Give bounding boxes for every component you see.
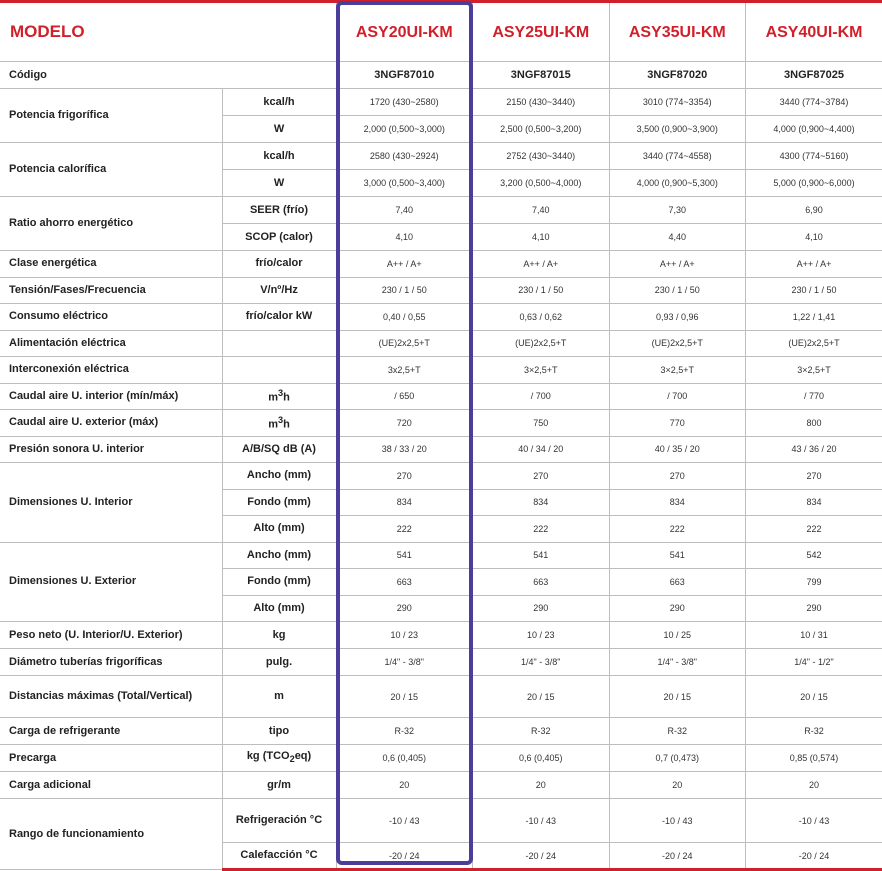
value-cell: R-32 xyxy=(609,718,746,745)
value-cell: 0,6 (0,405) xyxy=(336,745,473,772)
value-cell: 7,40 xyxy=(336,197,473,224)
value-cell: R-32 xyxy=(473,718,610,745)
code-cell: 3NGF87015 xyxy=(473,62,610,89)
value-cell: 222 xyxy=(609,516,746,543)
value-cell: 40 / 34 / 20 xyxy=(473,436,610,463)
unit-cell xyxy=(222,410,336,437)
value-cell: 290 xyxy=(473,595,610,622)
value-cell: 663 xyxy=(609,569,746,596)
code-cell: 3NGF87010 xyxy=(336,62,473,89)
unit-cell: kcal/h xyxy=(222,143,336,170)
value-cell: 7,40 xyxy=(473,197,610,224)
row-label: Clase energética xyxy=(0,251,222,278)
value-cell: 3,200 (0,500~4,000) xyxy=(473,170,610,197)
table-row xyxy=(0,304,882,331)
unit-cell: Alto (mm) xyxy=(222,595,336,622)
unit-cell: frío/calor xyxy=(222,251,336,278)
row-label: Tensión/Fases/Frecuencia xyxy=(0,277,222,304)
row-label: Precarga xyxy=(0,745,222,772)
table-row xyxy=(0,89,882,116)
value-cell: 38 / 33 / 20 xyxy=(336,436,473,463)
value-cell: 0,85 (0,574) xyxy=(746,745,882,772)
value-cell: / 700 xyxy=(473,383,610,410)
value-cell: 222 xyxy=(746,516,882,543)
value-cell: 230 / 1 / 50 xyxy=(473,277,610,304)
value-cell: 6,90 xyxy=(746,197,882,224)
table-row xyxy=(0,410,882,437)
value-cell: 222 xyxy=(336,516,473,543)
unit-cell: SEER (frío) xyxy=(222,197,336,224)
row-label: Presión sonora U. interior xyxy=(0,436,222,463)
value-cell: A++ / A+ xyxy=(746,251,882,278)
value-cell: 1/4" - 3/8" xyxy=(336,649,473,676)
value-cell: (UE)2x2,5+T xyxy=(609,330,746,357)
value-cell: 2,500 (0,500~3,200) xyxy=(473,116,610,143)
unit-cell xyxy=(222,383,336,410)
value-cell: 4,40 xyxy=(609,224,746,251)
value-cell: 10 / 31 xyxy=(746,622,882,649)
value-cell: 20 / 15 xyxy=(336,676,473,718)
value-cell: 3,500 (0,900~3,900) xyxy=(609,116,746,143)
model-name: ASY25UI-KM xyxy=(473,2,610,62)
row-label: Interconexión eléctrica xyxy=(0,357,222,384)
unit-tail: h xyxy=(283,392,290,405)
unit-subscript: 2 xyxy=(289,754,295,765)
unit-cell xyxy=(222,745,336,772)
unit-tail: h xyxy=(283,418,290,431)
table-row xyxy=(0,649,882,676)
unit-cell: tipo xyxy=(222,718,336,745)
value-cell: 230 / 1 / 50 xyxy=(609,277,746,304)
value-cell: 0,93 / 0,96 xyxy=(609,304,746,331)
unit-base: kg (TCO xyxy=(246,749,290,762)
unit-cell: SCOP (calor) xyxy=(222,224,336,251)
value-cell: 230 / 1 / 50 xyxy=(336,277,473,304)
value-cell: 222 xyxy=(473,516,610,543)
unit-cell: Refrigeración °C xyxy=(222,799,336,843)
header-row xyxy=(0,2,882,62)
unit-cell: V/nº/Hz xyxy=(222,277,336,304)
value-cell: A++ / A+ xyxy=(609,251,746,278)
value-cell: 1/4" - 3/8" xyxy=(609,649,746,676)
value-cell: 542 xyxy=(746,542,882,569)
value-cell: 20 / 15 xyxy=(746,676,882,718)
row-label: Rango de funcionamiento xyxy=(0,799,222,870)
row-label: Caudal aire U. interior (mín/máx) xyxy=(0,383,222,410)
table-row xyxy=(0,197,882,224)
value-cell: -10 / 43 xyxy=(746,799,882,843)
value-cell: 0,7 (0,473) xyxy=(609,745,746,772)
value-cell: 663 xyxy=(336,569,473,596)
model-name: ASY20UI-KM xyxy=(336,2,473,62)
value-cell: / 650 xyxy=(336,383,473,410)
value-cell: 290 xyxy=(336,595,473,622)
value-cell: 10 / 23 xyxy=(336,622,473,649)
value-cell: 270 xyxy=(473,463,610,490)
value-cell: 541 xyxy=(609,542,746,569)
value-cell: 541 xyxy=(336,542,473,569)
value-cell: 270 xyxy=(336,463,473,490)
value-cell: 3x2,5+T xyxy=(336,357,473,384)
value-cell: 20 xyxy=(336,772,473,799)
value-cell: 20 / 15 xyxy=(473,676,610,718)
table-row xyxy=(0,542,882,569)
row-label: Carga adicional xyxy=(0,772,222,799)
model-name: ASY35UI-KM xyxy=(609,2,746,62)
value-cell: 541 xyxy=(473,542,610,569)
value-cell: 4,10 xyxy=(473,224,610,251)
unit-cell: m xyxy=(222,676,336,718)
value-cell: 5,000 (0,900~6,000) xyxy=(746,170,882,197)
value-cell: -20 / 24 xyxy=(609,843,746,870)
value-cell: 4,10 xyxy=(336,224,473,251)
table-row xyxy=(0,676,882,718)
value-cell: -10 / 43 xyxy=(473,799,610,843)
value-cell: 10 / 25 xyxy=(609,622,746,649)
value-cell: (UE)2x2,5+T xyxy=(336,330,473,357)
value-cell: 799 xyxy=(746,569,882,596)
unit-cell: kg xyxy=(222,622,336,649)
value-cell: 230 / 1 / 50 xyxy=(746,277,882,304)
value-cell: A++ / A+ xyxy=(473,251,610,278)
value-cell: 43 / 36 / 20 xyxy=(746,436,882,463)
value-cell: 7,30 xyxy=(609,197,746,224)
unit-cell: A/B/SQ dB (A) xyxy=(222,436,336,463)
value-cell: -10 / 43 xyxy=(609,799,746,843)
table-row xyxy=(0,745,882,772)
value-cell: 834 xyxy=(609,489,746,516)
value-cell: -20 / 24 xyxy=(473,843,610,870)
unit-cell: Alto (mm) xyxy=(222,516,336,543)
value-cell: 4300 (774~5160) xyxy=(746,143,882,170)
row-label: Caudal aire U. exterior (máx) xyxy=(0,410,222,437)
value-cell: 270 xyxy=(746,463,882,490)
unit-cell: kcal/h xyxy=(222,89,336,116)
value-cell: 0,6 (0,405) xyxy=(473,745,610,772)
unit-tail: eq) xyxy=(294,749,312,762)
value-cell: -10 / 43 xyxy=(336,799,473,843)
value-cell: 770 xyxy=(609,410,746,437)
value-cell: 3440 (774~3784) xyxy=(746,89,882,116)
value-cell: 3440 (774~4558) xyxy=(609,143,746,170)
unit-cell: Fondo (mm) xyxy=(222,569,336,596)
unit-cell: Calefacción °C xyxy=(222,843,336,870)
value-cell: 1/4" - 1/2" xyxy=(746,649,882,676)
unit-cell: gr/m xyxy=(222,772,336,799)
value-cell: 270 xyxy=(609,463,746,490)
code-row xyxy=(0,62,882,89)
value-cell: 3010 (774~3354) xyxy=(609,89,746,116)
table-row xyxy=(0,277,882,304)
value-cell: 0,40 / 0,55 xyxy=(336,304,473,331)
row-label: Ratio ahorro energético xyxy=(0,197,222,251)
value-cell: 4,000 (0,900~4,400) xyxy=(746,116,882,143)
model-header-label: MODELO xyxy=(0,2,336,62)
value-cell: -20 / 24 xyxy=(336,843,473,870)
value-cell: (UE)2x2,5+T xyxy=(473,330,610,357)
value-cell: 3×2,5+T xyxy=(609,357,746,384)
value-cell: 834 xyxy=(473,489,610,516)
value-cell: 663 xyxy=(473,569,610,596)
unit-superscript: 3 xyxy=(277,414,284,425)
row-label: Potencia calorífica xyxy=(0,143,222,197)
value-cell: 1/4" - 3/8" xyxy=(473,649,610,676)
table-row xyxy=(0,622,882,649)
value-cell: 2752 (430~3440) xyxy=(473,143,610,170)
value-cell: 750 xyxy=(473,410,610,437)
table-row xyxy=(0,251,882,278)
value-cell: 2,000 (0,500~3,000) xyxy=(336,116,473,143)
unit-cell: Ancho (mm) xyxy=(222,463,336,490)
value-cell: 2150 (430~3440) xyxy=(473,89,610,116)
row-label: Diámetro tuberías frigoríficas xyxy=(0,649,222,676)
table-row xyxy=(0,330,882,357)
value-cell: R-32 xyxy=(746,718,882,745)
unit-base: m xyxy=(268,418,278,431)
unit-cell: frío/calor kW xyxy=(222,304,336,331)
value-cell: (UE)2x2,5+T xyxy=(746,330,882,357)
model-name: ASY40UI-KM xyxy=(746,2,882,62)
value-cell: 834 xyxy=(746,489,882,516)
table-row xyxy=(0,143,882,170)
value-cell: 0,63 / 0,62 xyxy=(473,304,610,331)
value-cell: 3×2,5+T xyxy=(473,357,610,384)
row-label: Carga de refrigerante xyxy=(0,718,222,745)
row-label: Peso neto (U. Interior/U. Exterior) xyxy=(0,622,222,649)
value-cell: 20 xyxy=(609,772,746,799)
value-cell: 10 / 23 xyxy=(473,622,610,649)
value-cell: 290 xyxy=(609,595,746,622)
table-row xyxy=(0,436,882,463)
row-label: Alimentación eléctrica xyxy=(0,330,222,357)
value-cell: 4,000 (0,900~5,300) xyxy=(609,170,746,197)
row-label: Dimensiones U. Exterior xyxy=(0,542,222,622)
table-row xyxy=(0,772,882,799)
table-row xyxy=(0,383,882,410)
row-label: Consumo eléctrico xyxy=(0,304,222,331)
value-cell: 800 xyxy=(746,410,882,437)
unit-cell: W xyxy=(222,116,336,143)
value-cell: 1,22 / 1,41 xyxy=(746,304,882,331)
row-label: Dimensiones U. Interior xyxy=(0,463,222,543)
table-row xyxy=(0,718,882,745)
value-cell: / 700 xyxy=(609,383,746,410)
value-cell: 720 xyxy=(336,410,473,437)
unit-cell: Ancho (mm) xyxy=(222,542,336,569)
row-label: Distancias máximas (Total/Vertical) xyxy=(0,676,222,718)
value-cell: 20 / 15 xyxy=(609,676,746,718)
value-cell: 3,000 (0,500~3,400) xyxy=(336,170,473,197)
row-label: Potencia frigorífica xyxy=(0,89,222,143)
table-row xyxy=(0,799,882,843)
value-cell: / 770 xyxy=(746,383,882,410)
code-cell: 3NGF87025 xyxy=(746,62,882,89)
code-cell: 3NGF87020 xyxy=(609,62,746,89)
row-label: Código xyxy=(0,62,336,89)
unit-cell: Fondo (mm) xyxy=(222,489,336,516)
unit-base: m xyxy=(268,392,278,405)
unit-cell xyxy=(222,330,336,357)
value-cell: 40 / 35 / 20 xyxy=(609,436,746,463)
value-cell: 3×2,5+T xyxy=(746,357,882,384)
value-cell: 834 xyxy=(336,489,473,516)
value-cell: 2580 (430~2924) xyxy=(336,143,473,170)
table-row xyxy=(0,463,882,490)
value-cell: 4,10 xyxy=(746,224,882,251)
value-cell: 1720 (430~2580) xyxy=(336,89,473,116)
value-cell: -20 / 24 xyxy=(746,843,882,870)
unit-cell xyxy=(222,357,336,384)
value-cell: A++ / A+ xyxy=(336,251,473,278)
unit-superscript: 3 xyxy=(277,388,284,399)
value-cell: 20 xyxy=(746,772,882,799)
value-cell: R-32 xyxy=(336,718,473,745)
value-cell: 20 xyxy=(473,772,610,799)
unit-cell: pulg. xyxy=(222,649,336,676)
table-row xyxy=(0,357,882,384)
unit-cell: W xyxy=(222,170,336,197)
value-cell: 290 xyxy=(746,595,882,622)
